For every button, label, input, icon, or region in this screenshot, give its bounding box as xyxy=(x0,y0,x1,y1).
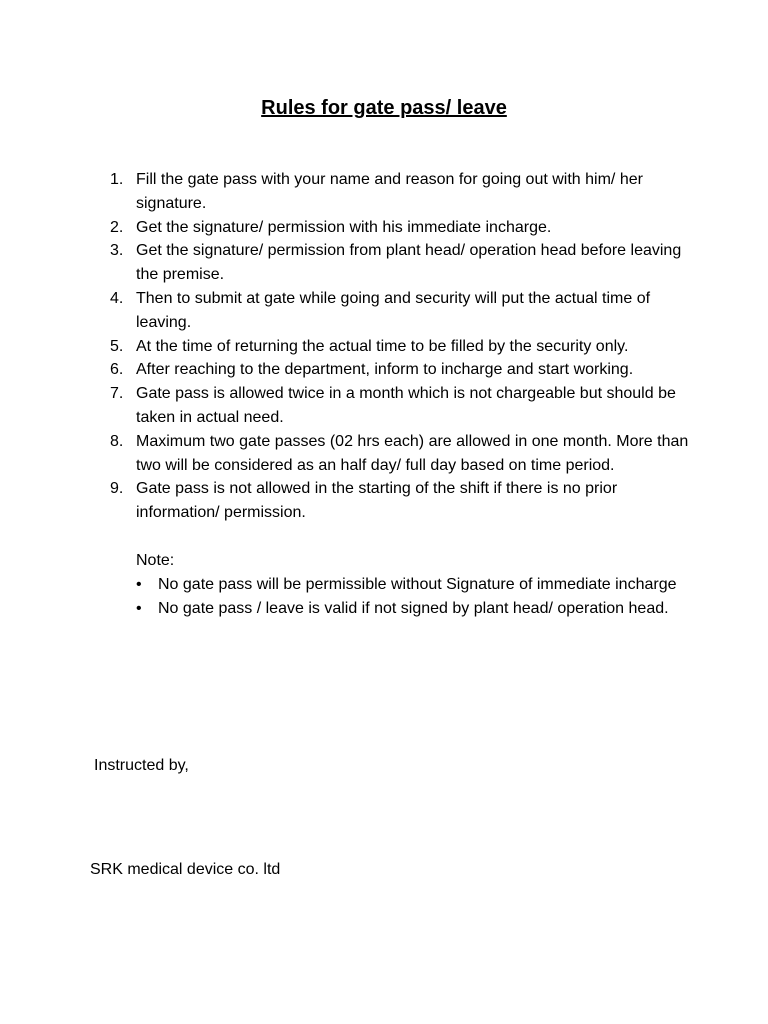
rule-item xyxy=(110,358,700,382)
rule-number: 1. xyxy=(110,171,124,188)
rule-text: Fill the gate pass with your name and reason for going out with him/ her signature. xyxy=(136,171,643,212)
rule-text: Then to submit at gate while going and security will put the actual time of leaving. xyxy=(136,289,651,331)
rule-number: 9. xyxy=(110,480,124,498)
note-item xyxy=(136,573,696,597)
rule-text: At the time of returning the actual time to be filled by the security only. xyxy=(136,337,629,355)
rule-number: 5. xyxy=(110,337,124,355)
rule-number: 4. xyxy=(110,289,124,307)
rule-number: 6. xyxy=(110,361,124,379)
instructed-by-label: Instructed by, xyxy=(94,757,189,774)
bullet-icon: • xyxy=(136,575,142,593)
note-text: No gate pass will be permissible without Signature of immediate incharge xyxy=(158,575,677,593)
rule-number: 7. xyxy=(110,385,124,403)
rule-text: Maximum two gate passes (02 hrs each) are allowed in one month. More than two will be considered as an half day/ full day based on time period. xyxy=(136,432,689,474)
rule-number: 8. xyxy=(110,432,124,450)
bullet-icon: • xyxy=(136,599,142,617)
rule-text: Get the signature/ permission from plant head/ operation head before leaving the premise. xyxy=(136,242,682,284)
rule-text: After reaching to the department, inform to incharge and start working. xyxy=(136,361,634,379)
rules-list xyxy=(110,168,700,525)
rule-item xyxy=(110,335,700,359)
rule-number: 2. xyxy=(110,218,124,236)
company-name: SRK medical device co. ltd xyxy=(90,861,281,878)
rule-number: 3. xyxy=(110,242,124,260)
rule-item xyxy=(110,216,700,240)
rule-text: Gate pass is not allowed in the starting of the shift if there is no prior information/ permission. xyxy=(136,480,618,522)
rule-item xyxy=(110,239,700,287)
rule-item xyxy=(110,168,700,216)
note-label: Note: xyxy=(136,552,175,569)
note-item xyxy=(136,597,696,621)
note-text: No gate pass / leave is valid if not signed by plant head/ operation head. xyxy=(158,599,669,617)
rule-item xyxy=(110,287,700,335)
rule-item xyxy=(110,382,700,430)
rule-item xyxy=(110,430,700,478)
rule-text: Get the signature/ permission with his immediate incharge. xyxy=(136,218,552,236)
rule-text: Gate pass is allowed twice in a month which is not chargeable but should be taken in actual need. xyxy=(136,385,676,426)
note-section xyxy=(136,549,696,620)
document-title: Rules for gate pass/ leave xyxy=(261,97,507,119)
rule-item xyxy=(110,477,700,525)
